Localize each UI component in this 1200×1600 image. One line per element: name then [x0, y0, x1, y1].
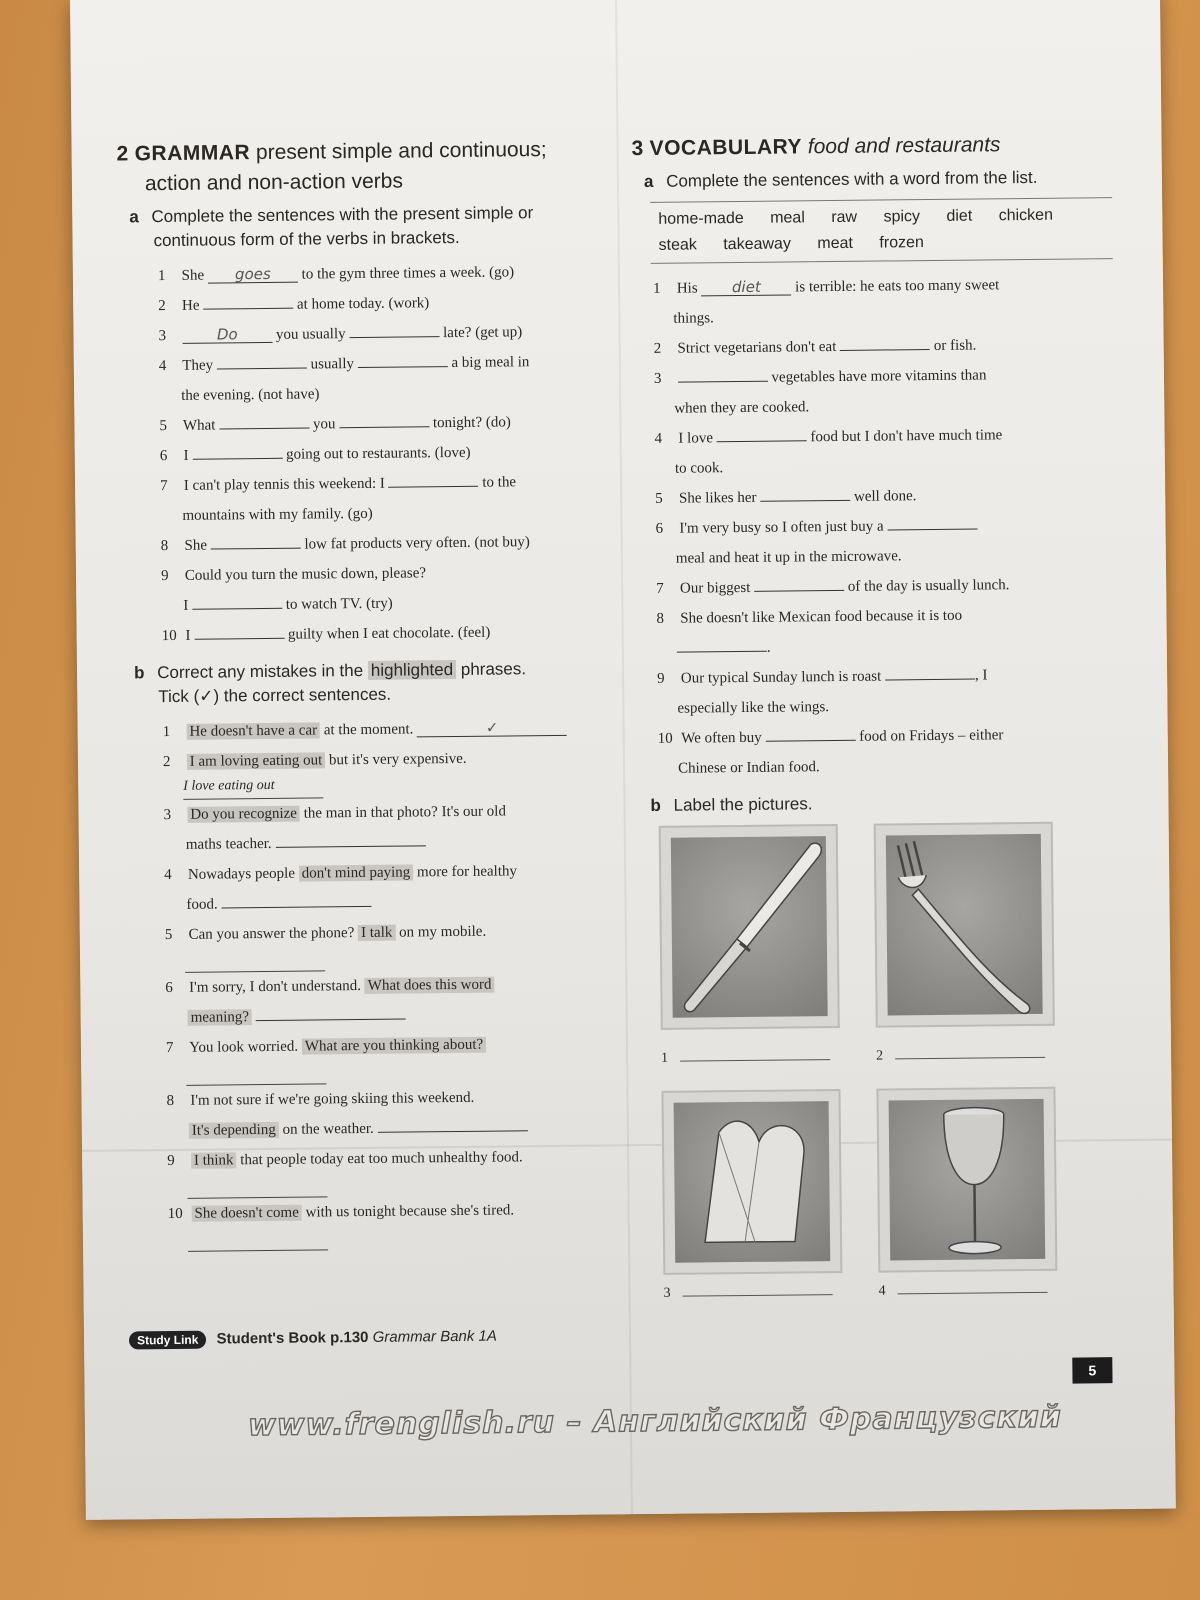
item-text: on the weather.: [282, 1120, 374, 1138]
vocab-a-item-2: [654, 329, 1114, 364]
word-list-item: frozen: [879, 234, 924, 252]
item-number: 3: [653, 370, 662, 387]
answer-blank[interactable]: [717, 424, 807, 442]
item-number: 5: [159, 418, 168, 435]
item-number: 9: [657, 670, 665, 687]
section-number: 2: [116, 142, 129, 166]
item-text: food but I don't have much time: [810, 427, 1003, 446]
item-text: Could you turn the music down, please?: [184, 565, 427, 584]
item-number: 4: [654, 430, 663, 447]
instruction-line: Complete the sentences with the present simple or: [151, 203, 534, 227]
section-number: 3: [631, 137, 644, 161]
answer-blank[interactable]: [256, 1003, 406, 1022]
fold-line-vertical: [615, 0, 633, 1514]
grammar-b-item-10: [168, 1194, 609, 1252]
word-list-item: meat: [817, 234, 854, 253]
item-number: 9: [167, 1152, 175, 1170]
grammar-a-item-3: [158, 316, 598, 351]
item-number: 6: [159, 448, 168, 465]
vocabulary-heading: [631, 129, 1111, 164]
item-text: guilty when I eat chocolate. (feel): [287, 624, 491, 643]
vocab-a-item-10: [658, 719, 1119, 784]
item-text: food on Fridays – either: [859, 727, 1004, 745]
answer-line[interactable]: [683, 1294, 833, 1297]
item-text: usually: [310, 356, 355, 373]
napkin-icon: [663, 1091, 840, 1273]
item-number: 7: [165, 1039, 174, 1057]
item-text: He: [181, 297, 200, 314]
vocab-a-items: [633, 269, 1118, 784]
picture-number: 1: [661, 1050, 669, 1066]
vocab-a-item-9: [657, 659, 1118, 724]
instruction-line: phrases.: [460, 659, 527, 679]
grammar-a-item-2: [158, 286, 598, 321]
answer-blank[interactable]: [219, 412, 309, 430]
section-title-rest: food and restaurants: [807, 133, 1001, 159]
item-number: 2: [653, 340, 662, 357]
item-text: I: [183, 597, 189, 614]
answer-blank[interactable]: ✓: [417, 719, 567, 738]
word-list-item: diet: [946, 207, 973, 225]
item-text: She likes her: [678, 489, 757, 507]
item-continuation: things.: [673, 310, 714, 327]
answer-blank[interactable]: [885, 663, 975, 681]
item-number: 7: [160, 478, 168, 495]
item-text: tonight? (do): [432, 414, 511, 432]
worksheet-page: [70, 0, 1176, 1520]
item-number: 1: [157, 268, 166, 285]
item-text: I can't play tennis this weekend: I: [183, 475, 385, 494]
item-number: 2: [162, 753, 171, 771]
answer-blank[interactable]: [221, 890, 371, 909]
item-number: 6: [165, 979, 173, 997]
vocab-a-item-4: [654, 419, 1115, 484]
grammar-b-item-5: [165, 915, 606, 973]
item-continuation: the evening. (not have): [181, 386, 320, 404]
answer-blank[interactable]: [760, 484, 850, 502]
instruction-line: continuous form of the verbs in brackets.: [153, 227, 460, 251]
item-number: 10: [161, 627, 177, 645]
item-text: They: [182, 357, 214, 374]
answer-blank[interactable]: [349, 320, 439, 338]
answer-blank[interactable]: [203, 292, 293, 310]
answer-blank[interactable]: goes: [208, 266, 298, 284]
item-number: 3: [158, 328, 167, 345]
highlighted-phrase: What are you thinking about?: [302, 1037, 486, 1055]
item-number: 10: [167, 1205, 183, 1223]
highlighted-phrase: It's depending: [189, 1122, 279, 1139]
vocab-a-item-8: [656, 599, 1117, 664]
answer-line[interactable]: I love eating out: [183, 775, 323, 799]
item-text: low fat products very often. (not buy): [304, 534, 530, 553]
fork-icon: [876, 824, 1053, 1026]
vocab-a-item-6: [655, 509, 1116, 574]
grammar-a-item-6: [160, 436, 600, 471]
item-text: food.: [186, 896, 218, 913]
instruction-line: Label the pictures.: [673, 794, 813, 815]
vocab-a-instruction: [644, 165, 1112, 194]
grammar-a-item-10: [162, 616, 602, 651]
item-number: 10: [657, 730, 673, 747]
answer-line[interactable]: [895, 1057, 1045, 1060]
highlighted-phrase: I think: [191, 1152, 237, 1168]
grammar-b-item-7: [166, 1028, 607, 1086]
item-text: or fish.: [933, 337, 977, 354]
item-number: 8: [656, 610, 665, 627]
instruction-highlight: highlighted: [368, 660, 456, 680]
page-number: 5: [1072, 1357, 1112, 1383]
item-text: , I: [974, 667, 988, 684]
instruction-line: Correct any mistakes in the: [157, 660, 364, 683]
word-list-item: raw: [831, 208, 858, 227]
item-text: I'm sorry, I don't understand.: [189, 978, 362, 996]
grammar-b-item-9: [167, 1141, 608, 1199]
vocab-a-item-1: [653, 269, 1114, 334]
answer-blank[interactable]: [388, 470, 478, 488]
item-continuation: especially like the wings.: [677, 699, 830, 717]
word-list-item: chicken: [998, 206, 1054, 225]
word-list-item: spicy: [883, 208, 921, 226]
item-continuation: meal and heat it up in the microwave.: [675, 548, 902, 567]
item-text: .: [766, 639, 771, 656]
word-list-item: takeaway: [723, 235, 791, 254]
answer-blank[interactable]: [377, 1114, 527, 1133]
vocab-a-item-5: [655, 479, 1115, 514]
item-text: you: [312, 416, 336, 433]
item-text: I'm not sure if we're going skiing this weekend.: [190, 1089, 475, 1109]
highlighted-phrase: I am loving eating out: [187, 752, 326, 769]
item-text: I love: [678, 430, 714, 447]
answer-line[interactable]: [185, 948, 325, 972]
item-text: at the moment.: [323, 721, 414, 739]
knife-icon: [661, 826, 838, 1028]
item-text: She: [184, 537, 208, 554]
vocab-a-item-7: [656, 569, 1116, 604]
answer-blank[interactable]: diet: [701, 278, 791, 296]
picture-number: 2: [876, 1048, 884, 1064]
answer-blank[interactable]: [887, 513, 977, 531]
item-text: with us tonight because she's tired.: [305, 1202, 515, 1221]
footer-ref-bold: Student's Book p.130: [216, 1328, 369, 1348]
answer-blank[interactable]: [678, 365, 768, 383]
item-continuation: [186, 885, 604, 919]
grammar-a-item-5: [159, 406, 599, 441]
item-number: 1: [652, 280, 661, 297]
item-continuation: [183, 586, 601, 620]
grammar-a-instruction: [129, 200, 597, 253]
item-text: Nowadays people: [187, 865, 296, 883]
item-text: I: [183, 447, 189, 464]
exercise-letter: b: [133, 663, 145, 683]
word-list-item: meal: [770, 209, 805, 227]
item-text: maths teacher.: [185, 835, 272, 853]
item-text: to the gym three times a week. (go): [301, 264, 515, 283]
item-number: 4: [164, 866, 172, 884]
highlighted-phrase: She doesn't come: [191, 1205, 302, 1222]
picture-1: [659, 824, 840, 1030]
item-text: What: [182, 417, 216, 434]
highlighted-phrase: What does this word: [365, 977, 495, 994]
item-number: 4: [158, 358, 167, 375]
grammar-a-items: [118, 256, 602, 651]
item-text: I'm very busy so I often just buy a: [679, 518, 884, 537]
item-number: 5: [164, 926, 173, 944]
grammar-b-items: [123, 712, 609, 1252]
item-text: at home today. (work): [296, 295, 430, 313]
answer-blank[interactable]: [194, 622, 284, 640]
answer-blank[interactable]: [192, 592, 282, 610]
picture-3: [661, 1089, 842, 1275]
answer-blank[interactable]: [754, 574, 844, 592]
study-link-badge: Study Link: [129, 1331, 207, 1350]
item-text: vegetables have more vitamins than: [771, 367, 987, 386]
item-text: Our typical Sunday lunch is roast: [680, 668, 882, 687]
answer-blank[interactable]: [211, 532, 301, 550]
item-text: Strict vegetarians don't eat: [677, 338, 837, 357]
footer-reference: [129, 1328, 497, 1349]
answer-line[interactable]: [188, 1227, 328, 1251]
item-continuation: Chinese or Indian food.: [677, 759, 820, 777]
grammar-a-item-1: [158, 256, 598, 291]
wine-glass-icon: [878, 1089, 1055, 1271]
item-continuation: [677, 629, 1117, 664]
grammar-section: [116, 134, 608, 1252]
answer-blank[interactable]: [275, 829, 425, 848]
highlighted-phrase: Do you recognize: [187, 806, 300, 823]
word-list-item: steak: [658, 236, 697, 254]
item-continuation: mountains with my family. (go): [182, 505, 373, 524]
section-title-bold: VOCABULARY: [649, 135, 803, 160]
answer-blank[interactable]: [765, 724, 855, 742]
section-title-bold: GRAMMAR: [134, 141, 251, 166]
item-text: late? (get up): [443, 324, 523, 342]
item-text: You look worried.: [189, 1038, 299, 1056]
picture-2-label: [876, 1047, 1045, 1065]
item-continuation: [186, 825, 604, 859]
grammar-a-item-7: [160, 466, 601, 531]
item-text: Our biggest: [679, 579, 751, 597]
exercise-letter: b: [650, 795, 661, 815]
grammar-b-item-2: [163, 742, 604, 800]
item-number: 8: [160, 538, 169, 555]
grammar-b-item-4: [164, 855, 605, 920]
answer-line[interactable]: [187, 1174, 327, 1198]
vocab-a-item-3: [654, 359, 1115, 424]
item-continuation: [189, 1111, 607, 1145]
grammar-a-item-8: [161, 526, 601, 561]
item-text: well done.: [853, 488, 917, 505]
picture-2: [874, 822, 1055, 1028]
highlighted-phrase: don't mind paying: [299, 864, 414, 881]
highlighted-phrase: He doesn't have a car: [186, 722, 320, 739]
item-continuation: when they are cooked.: [674, 399, 810, 417]
answer-blank[interactable]: [192, 442, 282, 460]
item-number: 6: [655, 520, 664, 537]
grammar-a-item-9: [161, 556, 602, 621]
item-number: 8: [166, 1092, 175, 1110]
picture-grid: [659, 821, 1124, 1316]
highlighted-phrase: I talk: [358, 925, 395, 941]
item-text: you usually: [275, 326, 346, 343]
picture-number: 3: [663, 1285, 671, 1301]
item-text: We often buy: [681, 729, 762, 747]
item-continuation: [188, 998, 606, 1032]
vocabulary-section: [631, 129, 1123, 1316]
item-number: 5: [655, 490, 663, 507]
item-number: 1: [162, 723, 171, 741]
instruction-line: Complete the sentences with a word from the list.: [666, 167, 1038, 191]
grammar-a-item-4: [159, 346, 600, 411]
exercise-letter: a: [129, 207, 139, 227]
item-text: a big meal in: [451, 354, 530, 372]
instruction-line: Tick (✓) the correct sentences.: [158, 684, 392, 707]
item-text: that people today eat too much unhealthy food.: [240, 1149, 523, 1169]
item-number: 3: [163, 806, 172, 824]
item-number: 9: [160, 568, 169, 585]
footer-ref-italic: Grammar Bank 1A: [372, 1327, 497, 1346]
picture-number: 4: [878, 1283, 886, 1299]
grammar-b-item-6: [165, 968, 606, 1033]
answer-blank[interactable]: [840, 333, 930, 351]
section-title-rest: present simple and continuous;: [255, 138, 547, 165]
picture-4: [876, 1087, 1057, 1273]
item-text: She doesn't like Mexican food because it is too: [680, 607, 963, 627]
answer-blank[interactable]: [217, 352, 307, 370]
answer-blank[interactable]: [358, 350, 448, 368]
answer-blank[interactable]: Do: [182, 326, 272, 344]
grammar-b-item-3: [163, 795, 604, 860]
grammar-b-instruction: [134, 656, 602, 709]
item-text: I: [185, 627, 191, 644]
answer-blank[interactable]: [677, 635, 767, 653]
item-text: of the day is usually lunch.: [847, 577, 1010, 595]
word-list-item: home-made: [658, 209, 744, 228]
watermark-text: www.frenglish.ru – Английский Французский: [247, 1399, 1062, 1444]
item-text: going out to restaurants. (love): [285, 444, 471, 463]
exercise-letter: a: [643, 171, 654, 191]
answer-line[interactable]: [898, 1292, 1048, 1295]
picture-3-label: [663, 1284, 832, 1302]
grammar-b-item-8: [166, 1081, 607, 1146]
item-number: 2: [158, 298, 166, 315]
answer-line[interactable]: [680, 1059, 830, 1062]
vocab-b-instruction: [650, 789, 1118, 818]
item-text: but it's very expensive.: [328, 750, 467, 769]
item-text: His: [676, 280, 698, 297]
item-text: to watch TV. (try): [285, 595, 393, 613]
item-text: more for healthy: [416, 863, 518, 881]
section-title-line2: action and non-action verbs: [144, 169, 404, 196]
item-text: She: [181, 267, 205, 284]
picture-4-label: [878, 1282, 1047, 1300]
item-text: Can you answer the phone?: [188, 925, 355, 943]
item-text: on my mobile.: [398, 923, 487, 941]
highlighted-phrase: meaning?: [188, 1009, 252, 1026]
item-continuation: to cook.: [674, 460, 724, 477]
grammar-heading: [116, 134, 597, 199]
item-number: 7: [656, 580, 664, 597]
item-text: to the: [482, 474, 517, 491]
grammar-b-item-1: [163, 712, 603, 747]
item-text: is terrible: he eats too many sweet: [795, 277, 1000, 296]
item-text: the man in that photo? It's our old: [303, 803, 507, 822]
picture-1-label: [661, 1049, 830, 1067]
answer-line[interactable]: [186, 1061, 326, 1085]
word-list-box: [650, 197, 1113, 264]
answer-blank[interactable]: [339, 410, 429, 428]
